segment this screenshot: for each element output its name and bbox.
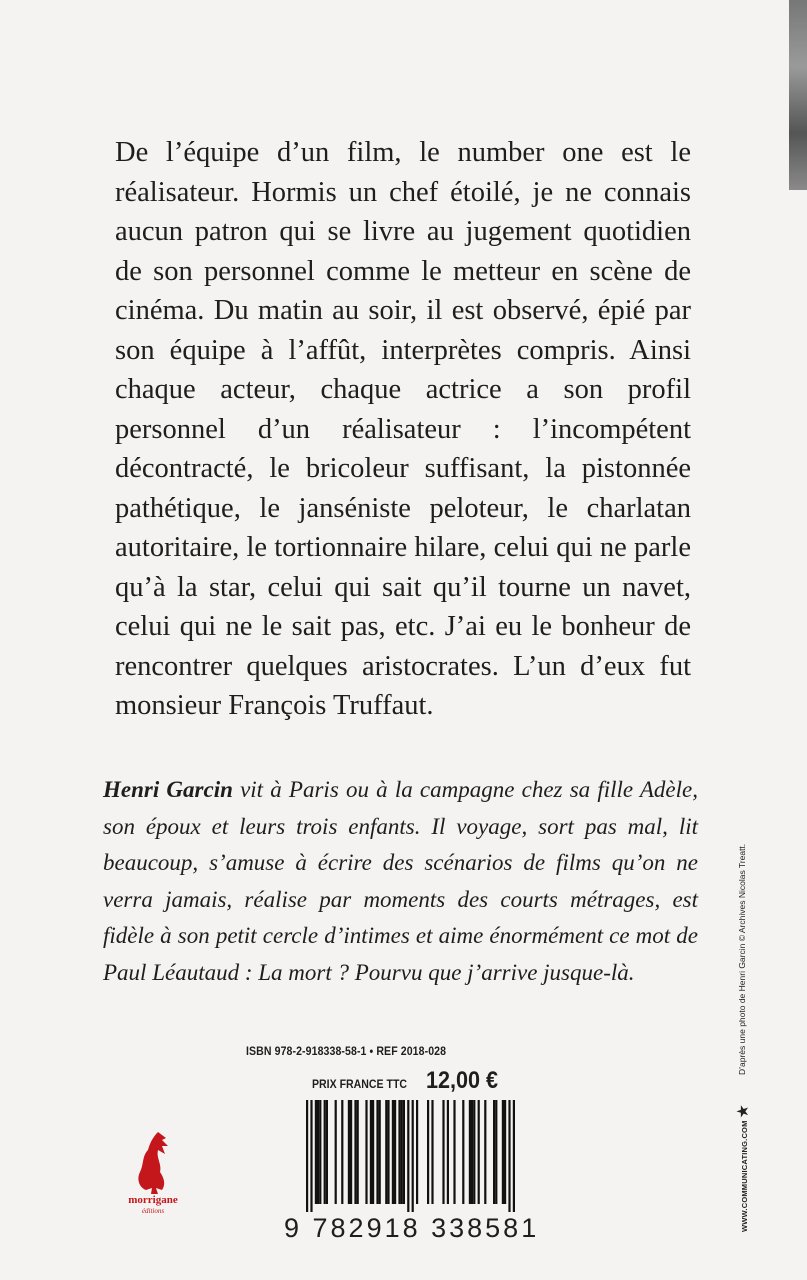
barcode-bar <box>385 1100 387 1204</box>
barcode-bar <box>478 1100 480 1204</box>
barcode-bar <box>407 1100 409 1212</box>
designer-credit-text: WWW.COMMUNICATING.COM <box>739 1120 749 1232</box>
barcode-bar <box>315 1100 317 1204</box>
author-bio-text: vit à Paris ou à la campagne chez sa fille Adèle, son époux et leurs trois enfants. Il voyage, sort pas mal, lit beaucoup, s’amuse à écrire des scénarios de films qu’on ne verra jamais, réalise par moments des courts métrages, est fidèle à son petit cercle d’intimes et aime énormément ce mot de Paul Léautaud : La mort ? Pourvu que j’arrive jusque-là. <box>103 777 698 985</box>
barcode-bar <box>427 1100 429 1204</box>
barcode-bar <box>392 1100 394 1204</box>
crow-icon <box>138 1132 168 1194</box>
price-label: PRIX FRANCE TTC <box>312 1077 408 1091</box>
barcode-bar <box>504 1100 506 1204</box>
barcode-bar <box>365 1100 367 1204</box>
photo-credit: D’après une photo de Henri Garcin © Archives Nicolas Treatt. <box>737 843 747 1075</box>
designer-credit <box>737 1104 751 1232</box>
barcode-bar <box>357 1100 359 1204</box>
price-value: 12,00 € <box>426 1067 499 1094</box>
barcode-bar <box>354 1100 356 1204</box>
barcode-bar <box>341 1100 343 1204</box>
barcode-bar <box>394 1100 396 1204</box>
barcode-digits: 9 782918 338581 <box>284 1213 540 1243</box>
barcode-bar <box>469 1100 471 1204</box>
barcode-bar <box>372 1100 374 1204</box>
barcode-bar <box>453 1100 455 1204</box>
barcode-bar <box>317 1100 319 1204</box>
barcode-bar <box>348 1100 350 1204</box>
barcode-bar <box>471 1100 473 1204</box>
price-row <box>312 1067 506 1095</box>
barcode-bar <box>398 1100 400 1204</box>
barcode-bar <box>447 1100 449 1204</box>
barcode-bar <box>473 1100 475 1204</box>
barcode-bar <box>502 1100 504 1204</box>
barcode-bar <box>350 1100 352 1204</box>
publisher-crow-logo <box>118 1128 188 1238</box>
isbn-reference: ISBN 978-2-918338-58-1 • REF 2018-028 <box>246 1044 447 1058</box>
barcode-bar <box>493 1100 495 1204</box>
publisher-name: morrigane <box>128 1194 178 1206</box>
barcode-bar <box>319 1100 321 1204</box>
barcode-bar <box>484 1100 486 1204</box>
barcode-bar <box>376 1100 378 1204</box>
author-bio <box>103 772 698 991</box>
barcode-bars <box>284 1100 524 1212</box>
barcode-bar <box>513 1100 515 1212</box>
barcode-bar <box>401 1100 403 1204</box>
barcode-bar <box>326 1100 328 1204</box>
barcode-bar <box>379 1100 381 1204</box>
barcode-bar <box>387 1100 389 1204</box>
barcode-bar <box>335 1100 337 1204</box>
barcode-bar <box>462 1100 464 1204</box>
barcode-bar <box>403 1100 405 1204</box>
barcode-bar <box>442 1100 444 1204</box>
barcode <box>284 1100 540 1246</box>
barcode-bar <box>370 1100 372 1204</box>
star-icon: ★ <box>735 1104 752 1119</box>
barcode-bar <box>416 1100 418 1204</box>
barcode-bar <box>495 1100 497 1204</box>
publisher-subtitle: éditions <box>141 1207 165 1215</box>
barcode-bar <box>508 1100 510 1212</box>
back-cover-excerpt: De l’équipe d’un film, le number one est le réalisateur. Hormis un chef étoilé, je ne connais aucun patron qui se livre au jugement quotidien de son personnel comme le metteur en scène de cinéma. Du matin au soir, il est observé, épié par son équipe à l’affût, interprètes compris. Ainsi chaque acteur, chaque actrice a son profil personnel d’un réalisateur : l’incompétent décontracté, le bricoleur suffisant, la pistonnée pathétique, le janséniste peloteur, le charlatan autoritaire, le tortionnaire hilare, celui qui ne parle qu’à la star, celui qui sait qu’il tourne un navet, celui qui ne le sait pas, etc. J’ai eu le bonheur de rencontrer quelques aristocrates. L’un d’eux fut monsieur François Truffaut. <box>115 137 691 721</box>
author-name: Henri Garcin <box>103 777 233 802</box>
barcode-bar <box>324 1100 326 1204</box>
barcode-bar <box>412 1100 414 1212</box>
barcode-bar <box>431 1100 433 1204</box>
barcode-bar <box>310 1100 312 1212</box>
barcode-bar <box>306 1100 308 1212</box>
cover-photo-edge <box>789 0 807 190</box>
